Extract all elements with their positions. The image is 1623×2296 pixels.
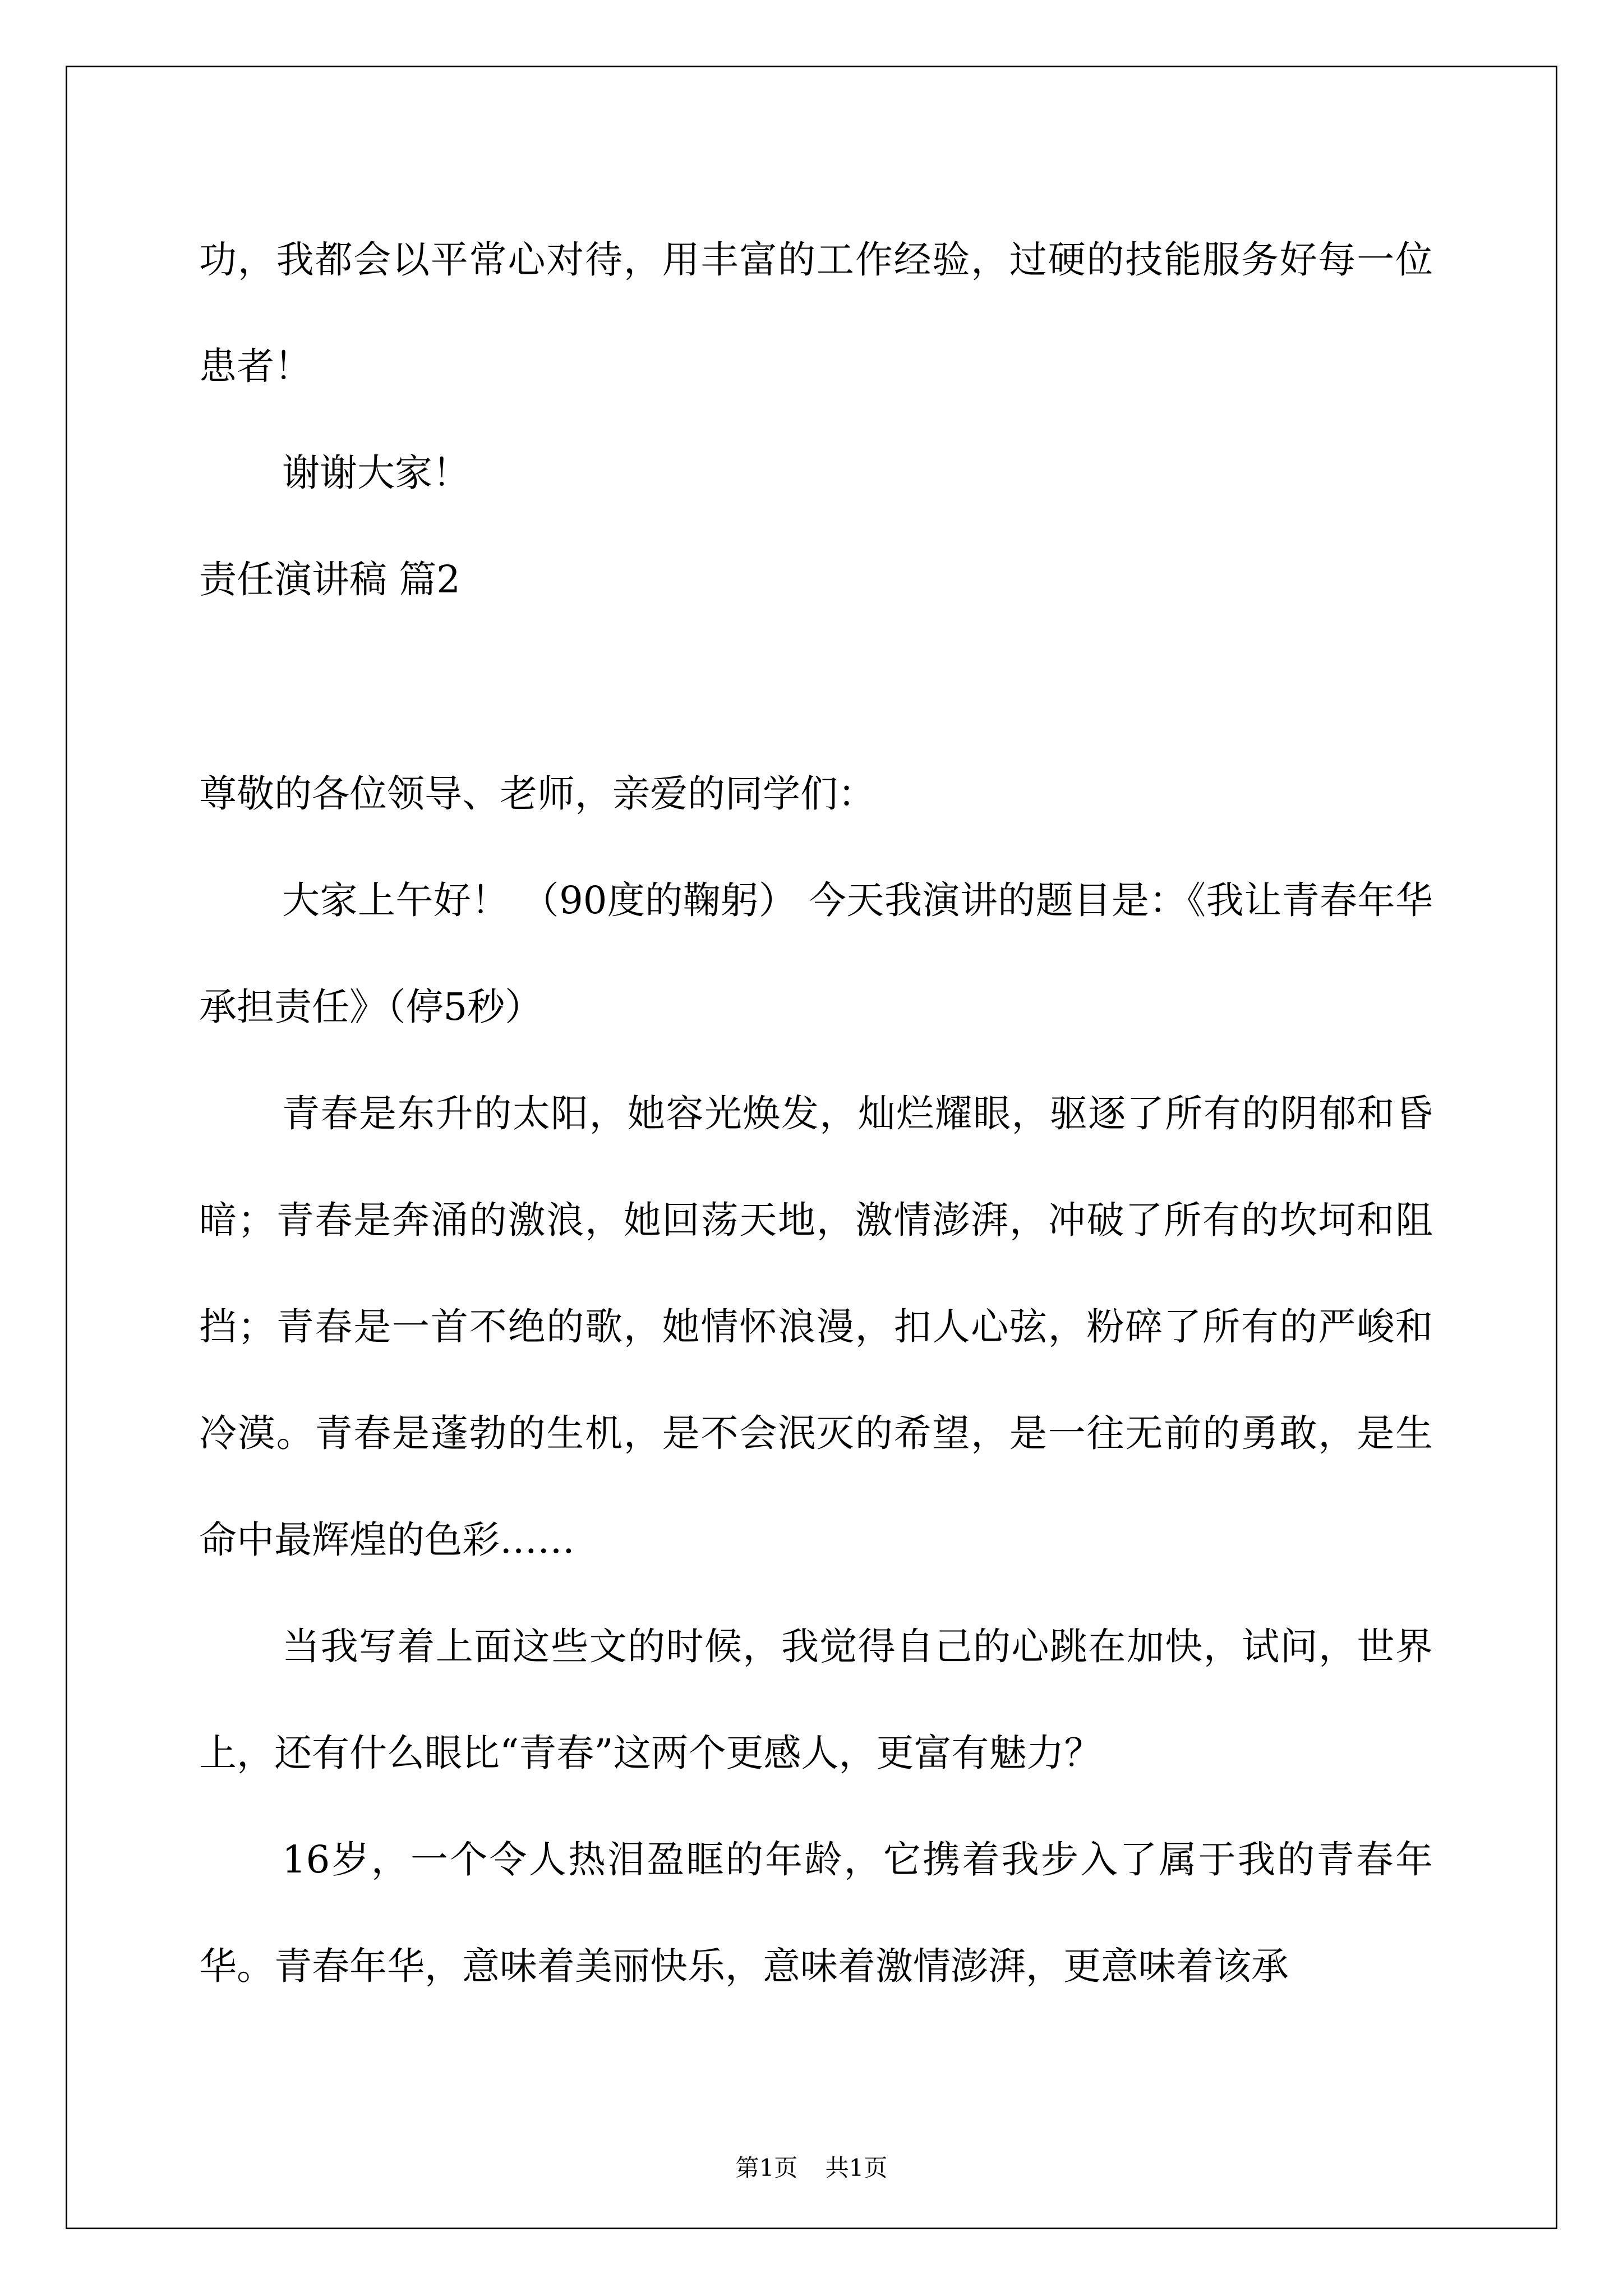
paragraph-continuation: 功，我都会以平常心对待，用丰富的工作经验，过硬的技能服务好每一位患者！ bbox=[199, 238, 1433, 388]
paragraph-opening: 大家上午好！ （90度的鞠躬） 今天我演讲的题目是：《我让青春年华承担责任》（停5秒） bbox=[199, 878, 1433, 1029]
page-number: 第1页 bbox=[735, 2154, 798, 2182]
paragraph-heartbeat: 当我写着上面这些文的时候，我觉得自己的心跳在加快，试问，世界上，还有什么眼比“青春”这两个更感人，更富有魅力？ bbox=[199, 1625, 1433, 1775]
section-heading: 责任演讲稿 篇2 bbox=[199, 558, 460, 601]
page-footer bbox=[0, 2151, 1623, 2185]
salutation: 尊敬的各位领导、老师，亲爱的同学们： bbox=[199, 772, 875, 816]
paragraph-youth: 青春是东升的太阳，她容光焕发，灿烂耀眼，驱逐了所有的阴郁和昏暗；青春是奔涌的激浪，她回荡天地，激情澎湃，冲破了所有的坎坷和阻挡；青春是一首不绝的歌，她情怀浪漫，扣人心弦，粉碎了所有的严峻和冷漠。青春是蓬勃的生机，是不会泯灭的希望，是一往无前的勇敢，是生命中最辉煌的色彩…… bbox=[199, 1092, 1433, 1562]
paragraph-thanks: 谢谢大家！ bbox=[282, 451, 470, 495]
paragraph-sixteen: 16岁，一个令人热泪盈眶的年龄，它携着我步入了属于我的青春年华。青春年华，意味着美丽快乐，意味着激情澎湃，更意味着该承 bbox=[199, 1838, 1433, 1988]
page-total: 共1页 bbox=[825, 2154, 888, 2182]
